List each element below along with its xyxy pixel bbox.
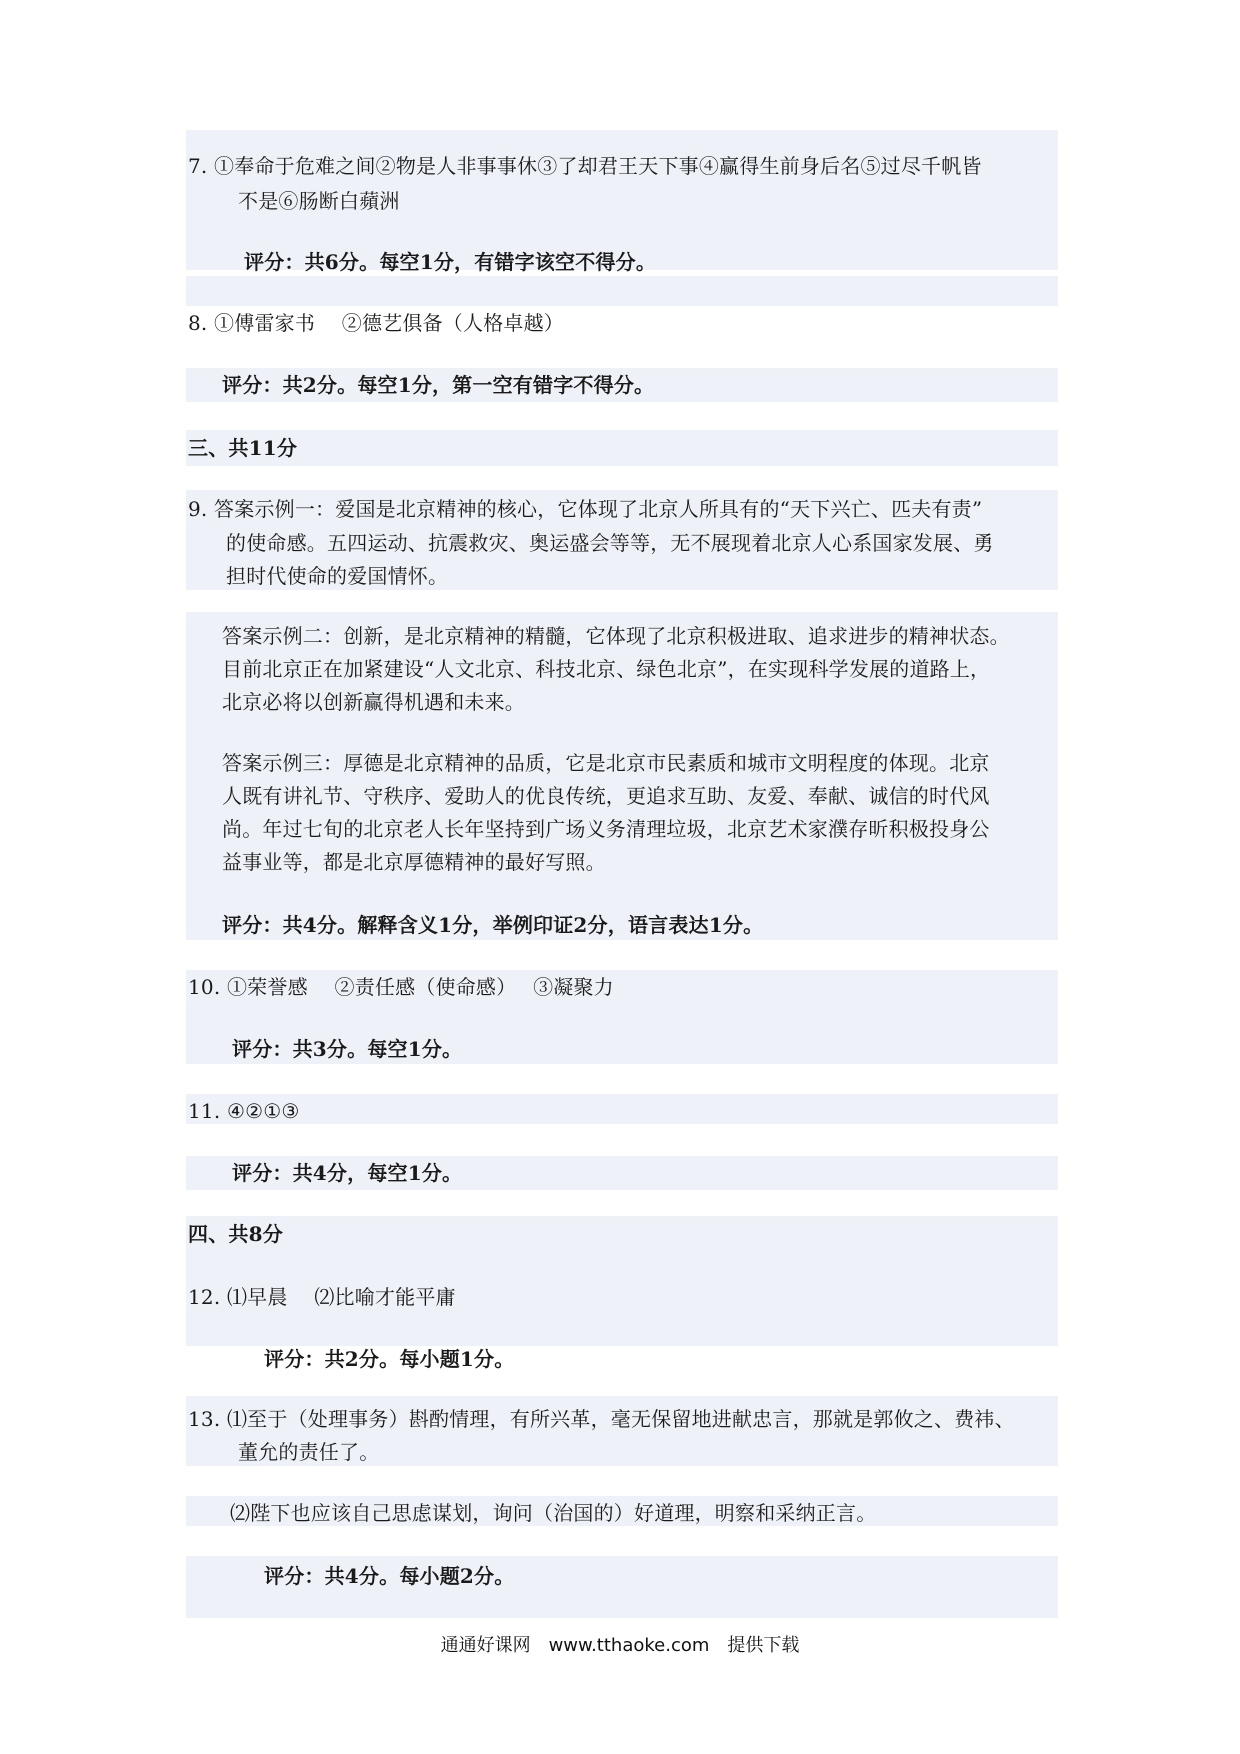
q7-answer-line1: 7. ①奉命于危难之间②物是人非事事休③了却君王天下事④赢得生前身后名⑤过尽千帆皆 (188, 154, 982, 178)
q10-score: 评分：共3分。每空1分。 (232, 1037, 463, 1061)
section3-highlight (186, 430, 1058, 466)
q13-part1-line2: 董允的责任了。 (238, 1440, 380, 1464)
q13-score: 评分：共4分。每小题2分。 (264, 1564, 515, 1588)
section4-title: 四、共8分 (188, 1222, 283, 1246)
q13-part1-line1: 13. ⑴至于（处理事务）斟酌情理，有所兴革，毫无保留地进献忠言，那就是郭攸之、费祎、 (188, 1407, 1015, 1431)
q9-example3-line4: 益事业等，都是北京厚德精神的最好写照。 (222, 850, 606, 874)
q8-highlight (186, 276, 1058, 306)
footer-source: 通通好课网 www.tthaoke.com 提供下载 (440, 1635, 800, 1656)
q8-score: 评分：共2分。每空1分，第一空有错字不得分。 (222, 373, 655, 397)
q9-example1-line3: 担时代使命的爱国情怀。 (226, 564, 449, 588)
q8-answer: 8. ①傅雷家书 ②德艺俱备（人格卓越） (188, 311, 564, 335)
q12-answer: 12. ⑴早晨 ⑵比喻才能平庸 (188, 1285, 456, 1309)
q7-answer-line2: 不是⑥肠断白蘋洲 (238, 189, 400, 213)
section4-highlight (186, 1216, 1058, 1346)
q9-example1-line1: 9. 答案示例一：爱国是北京精神的核心，它体现了北京人所具有的“天下兴亡、匹夫有责” (188, 497, 983, 521)
q9-example3-line2: 人既有讲礼节、守秩序、爱助人的优良传统，更追求互助、友爱、奉献、诚信的时代风 (222, 784, 990, 808)
q9-example2-line3: 北京必将以创新赢得机遇和未来。 (222, 690, 525, 714)
section3-title: 三、共11分 (188, 436, 298, 460)
q13-part2: ⑵陛下也应该自己思虑谋划，询问（治国的）好道理，明察和采纳正言。 (230, 1501, 877, 1525)
q12-score: 评分：共2分。每小题1分。 (264, 1347, 515, 1371)
q9-score: 评分：共4分。解释含义1分，举例印证2分，语言表达1分。 (222, 913, 764, 937)
q11-score: 评分：共4分，每空1分。 (232, 1161, 463, 1185)
q9-example3-line3: 尚。年过七旬的北京老人长年坚持到广场义务清理垃圾，北京艺术家濮存昕积极投身公 (222, 817, 990, 841)
q9-example2-line1: 答案示例二：创新，是北京精神的精髓，它体现了北京积极进取、追求进步的精神状态。 (222, 624, 1010, 648)
q9-example3-line1: 答案示例三：厚德是北京精神的品质，它是北京市民素质和城市文明程度的体现。北京 (222, 751, 990, 775)
q7-score: 评分：共6分。每空1分，有错字该空不得分。 (244, 250, 657, 274)
q10-answer: 10. ①荣誉感 ②责任感（使命感） ③凝聚力 (188, 975, 614, 999)
q11-highlight (186, 1094, 1058, 1124)
q11-answer: 11. ④②①③ (188, 1099, 300, 1123)
q9-example1-line2: 的使命感。五四运动、抗震救灾、奥运盛会等等，无不展现着北京人心系国家发展、勇 (226, 531, 994, 555)
q9-example2-line2: 目前北京正在加紧建设“人文北京、科技北京、绿色北京”，在实现科学发展的道路上， (222, 657, 991, 681)
